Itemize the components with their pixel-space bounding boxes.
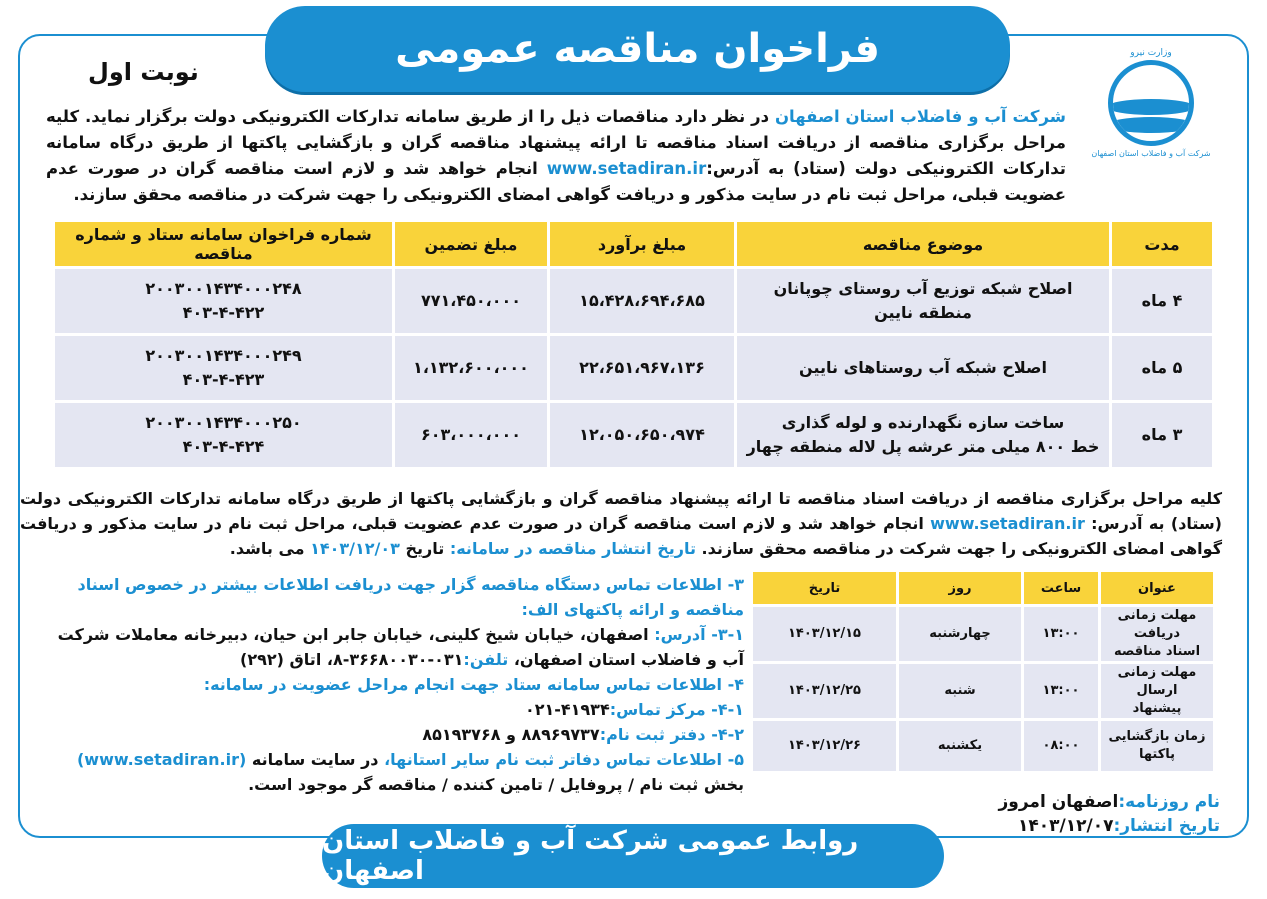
notice-text-1: کلیه مراحل برگزاری مناقصه از دریافت اسناد مناقصه تا ارائه پیشنهاد مناقصه گران و بازگشایی پاکتها از طریق درگاه سامانه تدارکات الکترونیکی دولت (ستاد) به آدرس:: [20, 489, 1222, 533]
cell-guarantee: ۱،۱۳۲،۶۰۰،۰۰۰: [395, 336, 547, 400]
table-row: [55, 403, 1212, 467]
page-title: فراخوان مناقصه عمومی: [395, 26, 880, 72]
cell-duration: ۵ ماه: [1112, 336, 1212, 400]
table-row: [753, 721, 1213, 771]
provinces-text-1: در سایت سامانه: [246, 750, 385, 769]
registration-value: ۸۸۹۶۹۷۳۷ و ۸۵۱۹۳۷۶۸: [422, 725, 600, 744]
cell-estimate: ۲۲،۶۵۱،۹۶۷،۱۳۶: [550, 336, 734, 400]
cell-number: [55, 336, 392, 400]
table-row: [753, 664, 1213, 718]
col-date: تاریخ: [753, 572, 896, 604]
col-title: عنوان: [1101, 572, 1213, 604]
intro-paragraph: [46, 104, 1066, 208]
cell-number: [55, 403, 392, 467]
water-drop-icon: [1108, 60, 1194, 146]
cell-subject: [737, 336, 1109, 400]
contact-s41: [44, 697, 744, 722]
number-line: ۴۰۳-۴-۴۲۲: [182, 303, 265, 322]
publish-date-value: ۱۴۰۳/۱۲/۰۳: [310, 539, 400, 558]
cell-date: ۱۴۰۳/۱۲/۲۵: [753, 664, 896, 718]
notice-paragraph: [20, 486, 1222, 561]
cell-subject: [737, 403, 1109, 467]
cell-title: [1101, 721, 1213, 771]
cell-date: ۱۴۰۳/۱۲/۱۵: [753, 607, 896, 661]
pubdate-line: [990, 814, 1220, 838]
schedule-table: [750, 569, 1216, 774]
setad-link-3[interactable]: (www.setadiran.ir): [76, 750, 247, 769]
cell-subject: [737, 269, 1109, 333]
subject-line: ساخت سازه نگهدارنده و لوله گذاری: [781, 413, 1065, 432]
cell-day: چهارشنبه: [899, 607, 1021, 661]
contact-s42: [44, 722, 744, 747]
col-number: شماره فراخوان سامانه ستاد و شماره مناقصه: [55, 222, 392, 266]
title-line: مهلت زمانی ارسال: [1117, 665, 1197, 698]
publish-date-label: تاریخ انتشار مناقصه در سامانه:: [449, 539, 696, 558]
table-row: [753, 607, 1213, 661]
cell-time: ۱۳:۰۰: [1024, 607, 1098, 661]
tenders-table: [52, 219, 1215, 470]
round-label: نوبت اول: [88, 58, 199, 86]
registration-label: ۴-۲- دفتر ثبت نام:: [599, 725, 744, 744]
col-time: ساعت: [1024, 572, 1098, 604]
cell-guarantee: ۶۰۳،۰۰۰،۰۰۰: [395, 403, 547, 467]
cell-time: ۱۳:۰۰: [1024, 664, 1098, 718]
col-estimate: مبلغ برآورد: [550, 222, 734, 266]
subject-line: منطقه نایین: [874, 303, 972, 322]
address-label: ۳-۱- آدرس:: [654, 625, 744, 644]
number-line: ۲۰۰۳۰۰۱۴۳۴۰۰۰۲۵۰: [145, 413, 302, 432]
title-line: مهلت زمانی دریافت: [1117, 608, 1197, 641]
table-row: [55, 336, 1212, 400]
title-line: زمان بازگشایی: [1108, 729, 1206, 744]
newspaper-label: نام روزنامه:: [1118, 792, 1220, 812]
pubdate-value: ۱۴۰۳/۱۲/۰۷: [1018, 816, 1114, 836]
number-line: ۴۰۳-۴-۴۲۴: [182, 437, 265, 456]
pubdate-label: تاریخ انتشار:: [1113, 816, 1220, 836]
logo-caption: شرکت آب و فاضلاب استان اصفهان: [1091, 149, 1211, 158]
newspaper-line: [990, 790, 1220, 814]
subject-line: خط ۸۰۰ میلی متر عرشه پل لاله منطقه چهار: [746, 437, 1100, 456]
footer-banner: [322, 824, 944, 888]
newspaper-name: اصفهان امروز: [998, 792, 1119, 812]
cell-date: ۱۴۰۳/۱۲/۲۶: [753, 721, 896, 771]
provinces-label: ۵- اطلاعات تماس دفاتر ثبت نام سایر استانها،: [384, 750, 744, 769]
col-day: روز: [899, 572, 1021, 604]
address-text: اصفهان، خیابان شیخ کلینی، خیابان جابر ابن حیان، دبیرخانه معاملات شرکت آب و فاضلاب استان اصفهان،: [57, 625, 744, 669]
title-line: پاکتها: [1138, 747, 1176, 762]
phone-value: ۰۳۱-۳۶۶۸۰۰۳۰-۸، اتاق (۲۹۲): [240, 650, 464, 669]
intro-text-2: انجام خواهد شد و لازم است مناقصه گران در صورت عدم عضویت قبلی، مراحل ثبت نام در سایت مذکور و دریافت گواهی امضای الکترونیکی را جهت شرکت در مناقصه محقق سازند.: [46, 159, 1066, 204]
contact-s31: [44, 622, 744, 672]
publish-date-prefix: تاریخ: [399, 539, 450, 558]
cell-day: یکشنبه: [899, 721, 1021, 771]
cell-title: [1101, 664, 1213, 718]
subject-line: اصلاح شبکه آب روستاهای نایین: [799, 358, 1047, 377]
cell-duration: ۳ ماه: [1112, 403, 1212, 467]
cell-duration: ۴ ماه: [1112, 269, 1212, 333]
col-guarantee: مبلغ تضمین: [395, 222, 547, 266]
cell-day: شنبه: [899, 664, 1021, 718]
company-logo: [1075, 48, 1227, 166]
cell-time: ۰۸:۰۰: [1024, 721, 1098, 771]
cell-estimate: ۱۲،۰۵۰،۶۵۰،۹۷۴: [550, 403, 734, 467]
notice-text-2: انجام خواهد شد و لازم است مناقصه گران در صورت عدم عضویت قبلی، مراحل ثبت نام در سایت مذکور و دریافت گواهی امضای الکترونیکی را جهت شرکت در مناقصه محقق سازند.: [20, 514, 1222, 558]
number-line: ۴۰۳-۴-۴۲۳: [182, 370, 265, 389]
phone-label: تلفن:: [463, 650, 509, 669]
cell-guarantee: ۷۷۱،۴۵۰،۰۰۰: [395, 269, 547, 333]
call-center-label: ۴-۱- مرکز تماس:: [609, 700, 744, 719]
contact-s4-title: ۴- اطلاعات تماس سامانه ستاد جهت انجام مراحل عضویت در سامانه:: [203, 675, 744, 694]
col-duration: مدت: [1112, 222, 1212, 266]
subject-line: اصلاح شبکه توزیع آب روستای چوپانان: [773, 279, 1073, 298]
table-row: [55, 269, 1212, 333]
intro-text-1: در نظر دارد مناقصات ذیل را از طریق سامانه تدارکات الکترونیکی دولت برگزار نماید. کلیه مراحل برگزاری مناقصه از دریافت اسناد مناقصه تا ارائه پیشنهاد مناقصه گران و بازگشایی پاکتها از طریق درگاه سامانه تدارکات الکترونیکی دولت (ستاد) به آدرس:: [46, 107, 1066, 178]
setad-link-2[interactable]: www.setadiran.ir: [930, 514, 1085, 533]
contact-s3-title: ۳- اطلاعات تماس دستگاه مناقصه گزار جهت دریافت اطلاعات بیشتر در خصوص اسناد مناقصه و ارائه پاکتهای الف:: [77, 575, 744, 619]
cell-title: [1101, 607, 1213, 661]
col-subject: موضوع مناقصه: [737, 222, 1109, 266]
contact-s5: [44, 747, 744, 797]
call-center-value: ۴۱۹۳۴-۰۲۱: [524, 700, 610, 719]
logo-ministry-text: وزارت نیرو: [1130, 48, 1172, 58]
company-name: شرکت آب و فاضلاب استان اصفهان: [774, 107, 1066, 126]
title-line: پیشنهاد: [1132, 701, 1182, 716]
notice-suffix: می باشد.: [229, 539, 311, 558]
title-banner: [265, 6, 1010, 92]
cell-number: [55, 269, 392, 333]
number-line: ۲۰۰۳۰۰۱۴۳۴۰۰۰۲۴۸: [145, 279, 302, 298]
setad-link[interactable]: www.setadiran.ir: [546, 159, 707, 178]
provinces-text-2: بخش ثبت نام / پروفایل / تامین کننده / مناقصه گر موجود است.: [248, 775, 744, 794]
number-line: ۲۰۰۳۰۰۱۴۳۴۰۰۰۲۴۹: [145, 346, 302, 365]
title-line: اسناد مناقصه: [1113, 644, 1201, 659]
publication-info: [990, 790, 1220, 838]
footer-text: روابط عمومی شرکت آب و فاضلاب استان اصفهان: [322, 826, 859, 886]
cell-estimate: ۱۵،۴۲۸،۶۹۴،۶۸۵: [550, 269, 734, 333]
contacts-section: [44, 572, 744, 797]
